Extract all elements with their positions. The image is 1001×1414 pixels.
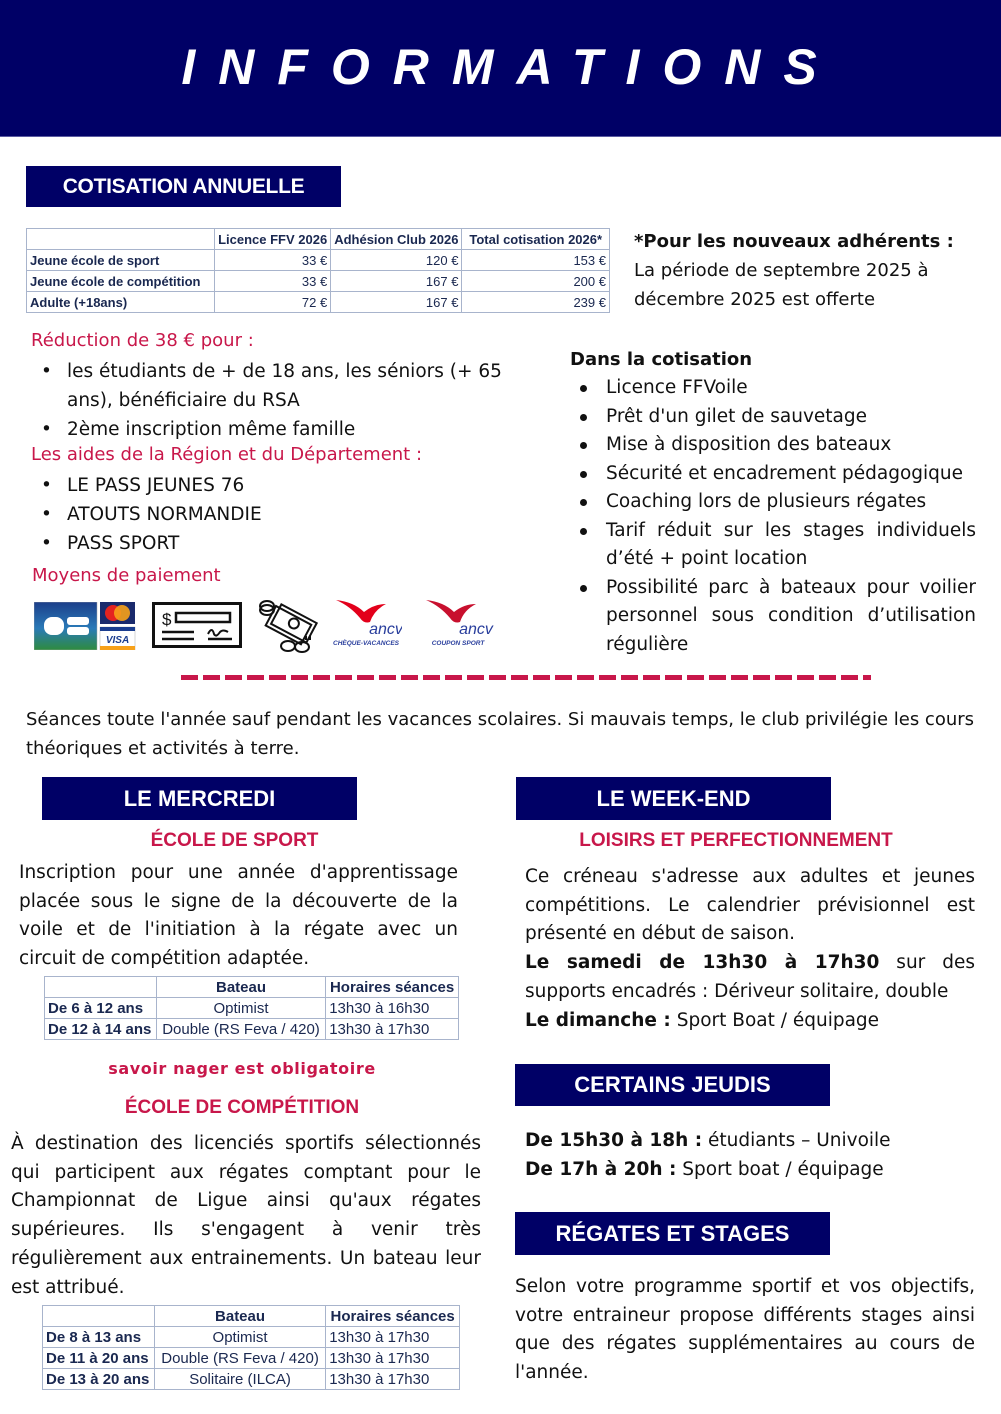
ecole-competition-table [42,1305,460,1390]
table-row [43,1369,460,1390]
list-item: • 2ème inscription même famille [31,415,551,444]
section-label-weekend: LE WEEK-END [516,777,831,820]
table-header-cell: Total cotisation 2026* [462,229,610,250]
weekend-description: Ce créneau s'adresse aux adultes et jeunes compétitions. Le calendrier prévisionnel est présenté en début de saison. [525,866,975,945]
regates-text: Selon votre programme sportif et vos objectifs, votre entraineur propose différents stages ainsi que des régates supplémentaires au cours de l'année. [515,1276,975,1384]
table-cell: Double (RS Feva / 420) [154,1348,325,1369]
list-item: • LE PASS JEUNES 76 [31,471,551,500]
samedi-text: sur des supports encadrés : Dériveur solitaire, double [525,952,975,1002]
samedi-label: Le samedi de 13h30 à 17h30 [525,952,880,974]
table-cell: 13h30 à 16h30 [326,998,459,1019]
weekend-text [525,863,975,1035]
svg-text:COUPON SPORT: COUPON SPORT [431,640,485,647]
jeudi-slot-2-text: Sport boat / équipage [676,1158,884,1180]
table-cell: De 8 à 13 ans [43,1327,155,1348]
note-text: La période de septembre 2025 à décembre 2025 est offerte [634,260,929,310]
table-header-cell: Licence FFV 2026 [215,229,331,250]
dimanche-text: Sport Boat / équipage [670,1009,880,1031]
swim-warning: savoir nager est obligatoire [108,1059,376,1078]
table-row [43,1327,460,1348]
list-item: Licence FFVoile [570,374,976,403]
list-item: Sécurité et encadrement pédagogique [570,460,976,489]
section-label-regates: RÉGATES ET STAGES [515,1212,830,1255]
list-item: • les étudiants de + de 18 ans, les séniors (+ 65 ans), bénéficiaire du RSA [31,357,551,415]
list-item: • PASS SPORT [31,529,551,558]
new-members-note [634,227,974,314]
table-cell: 13h30 à 17h30 [326,1348,460,1369]
table-cell: De 11 à 20 ans [43,1348,155,1369]
table-row [27,292,610,313]
svg-text:VISA: VISA [105,635,130,646]
table-row [45,998,459,1019]
table-cell: Jeune école de sport [27,250,215,271]
table-row [27,250,610,271]
jeudis-text [525,1127,975,1184]
table-header-cell [45,977,157,998]
ancv-cheque-vacances-icon [330,598,402,648]
ecole-sport-title: ÉCOLE DE SPORT [150,830,319,851]
list-item: Possibilité parc à bateaux pour voilier personnel sous condition d’utilisation régulière [570,574,976,660]
table-cell: Solitaire (ILCA) [154,1369,325,1390]
cash-icon [256,598,318,654]
list-item: • ATOUTS NORMANDIE [31,500,551,529]
list-item: Coaching lors de plusieurs régates [570,488,976,517]
jeudi-slot-2-time: De 17h à 20h : [525,1158,677,1180]
sessions-intro: Séances toute l'année sauf pendant les vacances scolaires. Si mauvais temps, le club privilégie les cours théoriques et activités à terre. [26,709,975,759]
table-header-cell: Bateau [154,1306,325,1327]
table-cell: 153 € [462,250,610,271]
table-header-cell: Bateau [156,977,325,998]
table-cell: 13h30 à 17h30 [326,1369,460,1390]
note-title: *Pour les nouveaux adhérents : [634,231,954,252]
reduction-title: Réduction de 38 € pour : [31,330,254,351]
dimanche-label: Le dimanche : [525,1009,671,1031]
inclus-list [570,374,976,659]
table-cell: Adulte (+18ans) [27,292,215,313]
svg-text:CHÈQUE-VACANCES: CHÈQUE-VACANCES [333,640,399,647]
table-cell: De 12 à 14 ans [45,1019,157,1040]
ecole-sport-table [44,976,459,1040]
inclus-title: Dans la cotisation [570,349,753,370]
aides-list [31,471,551,558]
table-cell: 13h30 à 17h30 [326,1019,459,1040]
ancv-coupon-sport-icon [422,598,494,648]
table-cell: Optimist [154,1327,325,1348]
list-item: Tarif réduit sur les stages individuels d’été + point location [570,517,976,574]
table-cell: 120 € [331,250,462,271]
section-label-mercredi: LE MERCREDI [42,777,357,820]
weekend-subtitle: LOISIRS ET PERFECTIONNEMENT [579,830,893,851]
ecole-competition-title: ÉCOLE DE COMPÉTITION [124,1097,360,1118]
svg-text:ancv: ancv [369,621,402,638]
payment-icons [34,598,504,652]
table-cell: 72 € [215,292,331,313]
cb-mastercard-visa-icon [34,602,136,650]
list-item: Prêt d'un gilet de sauvetage [570,403,976,432]
table-cell: Optimist [156,998,325,1019]
svg-text:ancv: ancv [459,621,493,638]
table-cell: 167 € [331,271,462,292]
paiement-title: Moyens de paiement [32,565,221,586]
cotisation-table [26,228,610,313]
table-header-row [45,977,459,998]
reduction-list [31,357,551,444]
table-cell: 167 € [331,292,462,313]
table-cell: 33 € [215,250,331,271]
inclus-block [570,346,976,659]
page-title: INFORMATIONS [181,39,840,95]
table-cell: 33 € [215,271,331,292]
cheque-icon [152,602,242,648]
table-row [45,1019,459,1040]
jeudi-slot-1-time: De 15h30 à 18h : [525,1130,703,1151]
svg-text:$: $ [162,610,172,629]
table-header-cell [27,229,215,250]
table-header-cell: Horaires séances [326,977,459,998]
section-label-cotisation: COTISATION ANNUELLE [26,166,341,207]
ecole-sport-text: Inscription pour une année d'apprentissage placée sous le signe de la découverte de la voile et de l'initiation à la régate avec un circuit de compétition adaptée. [19,862,458,970]
table-header-row [43,1306,460,1327]
table-cell: De 6 à 12 ans [45,998,157,1019]
table-header-cell: Adhésion Club 2026 [331,229,462,250]
table-cell: De 13 à 20 ans [43,1369,155,1390]
header-banner [0,0,1001,137]
table-row [27,271,610,292]
table-cell: Jeune école de compétition [27,271,215,292]
ecole-competition-text: À destination des licenciés sportifs sélectionnés qui participent aux régates comptant pour le Championnat de Ligue ainsi qu'aux régates supérieures. Ils s'engagent à venir très régulièrement aux entrainements. Un bateau leur est attribué. [11,1133,481,1298]
aides-title: Les aides de la Région et du Département : [31,444,423,465]
dashed-divider [181,675,871,680]
section-label-jeudis: CERTAINS JEUDIS [515,1064,830,1106]
list-item: Mise à disposition des bateaux [570,431,976,460]
table-cell: 239 € [462,292,610,313]
jeudi-slot-1-text: étudiants – Univoile [702,1130,891,1151]
table-cell: 200 € [462,271,610,292]
table-header-cell [43,1306,155,1327]
table-header-cell: Horaires séances [326,1306,460,1327]
table-cell: Double (RS Feva / 420) [156,1019,325,1040]
table-header-row [27,229,610,250]
table-cell: 13h30 à 17h30 [326,1327,460,1348]
table-row [43,1348,460,1369]
